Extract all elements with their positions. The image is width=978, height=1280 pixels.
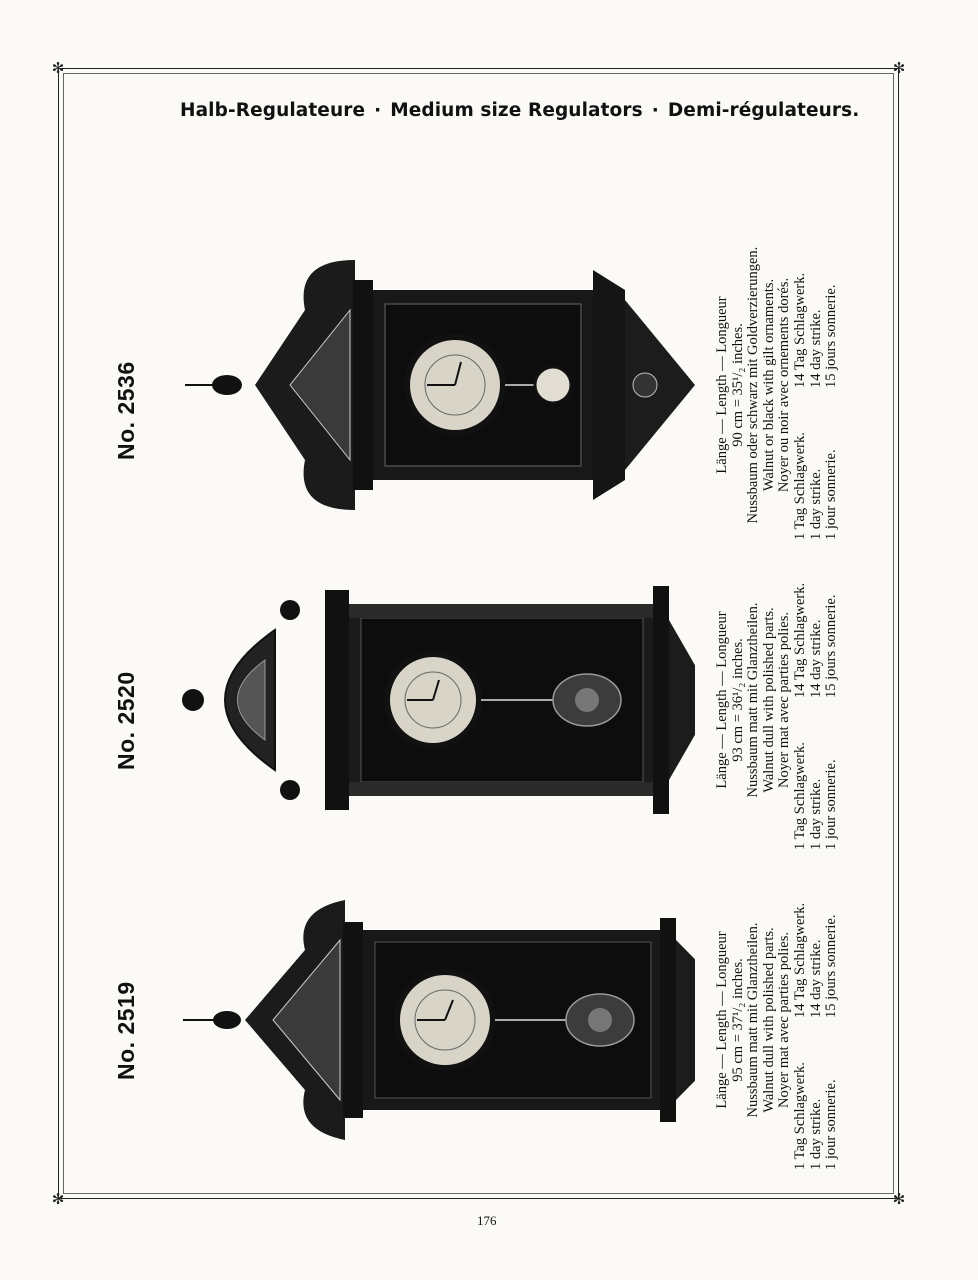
strike-table xyxy=(793,583,840,850)
rotated-catalogue-content xyxy=(95,180,855,1180)
strike-cell: 1 day strike. xyxy=(807,778,824,850)
clock-description xyxy=(715,230,840,540)
strike-cell: 15 jours sonnerie. xyxy=(823,284,840,388)
strike-cell: 1 day strike. xyxy=(807,1098,824,1170)
strike-cell: 1 Tag Schlagwerk. xyxy=(791,432,808,540)
clock-description xyxy=(715,870,840,1170)
size-label: 95 cm = 37¹/₂ inches. xyxy=(729,958,746,1082)
strike-cell: 1 day strike. xyxy=(807,468,824,540)
strike-cell: 1 jour sonnerie. xyxy=(823,759,840,850)
size-label: 90 cm = 35¹/₂ inches. xyxy=(729,323,746,447)
finish-de: Nussbaum matt mit Glanztheilen. xyxy=(745,602,762,798)
strike-cell: 15 jours sonnerie. xyxy=(823,594,840,698)
model-number: No. 2519 xyxy=(113,981,139,1080)
strike-cell: 1 Tag Schlagwerk. xyxy=(791,1062,808,1170)
finish-fr: Noyer mat avec parties polies. xyxy=(776,932,793,1108)
corner-ornament: ✻ xyxy=(51,59,65,77)
finish-de: Nussbaum oder schwarz mit Goldverzierungen. xyxy=(745,246,762,524)
length-label: Länge — Length — Longueur xyxy=(714,296,730,474)
strike-table xyxy=(793,903,840,1170)
strike-table xyxy=(793,273,840,540)
page-header xyxy=(180,100,860,121)
page-number: 176 xyxy=(477,1213,497,1228)
strike-cell: 14 day strike. xyxy=(807,939,824,1018)
corner-ornament: ✻ xyxy=(51,1190,65,1208)
header-separator: · xyxy=(651,100,659,121)
model-number: No. 2536 xyxy=(113,361,139,460)
header-separator: · xyxy=(374,100,382,121)
strike-cell: 1 jour sonnerie. xyxy=(823,449,840,540)
finish-en: Walnut dull with polished parts. xyxy=(760,927,777,1113)
strike-cell: 14 day strike. xyxy=(807,309,824,388)
length-label: Länge — Length — Longueur xyxy=(714,931,730,1109)
finish-de: Nussbaum matt mit Glanztheilen. xyxy=(745,922,762,1118)
clock-description xyxy=(715,550,840,850)
model-number: No. 2520 xyxy=(113,671,139,770)
strike-cell: 14 Tag Schlagwerk. xyxy=(791,582,808,698)
size-label: 93 cm = 36¹/₂ inches. xyxy=(729,638,746,762)
clock-illustration-2536 xyxy=(155,230,695,540)
finish-fr: Noyer ou noir avec ornements dorés. xyxy=(776,277,793,493)
strike-cell: 14 Tag Schlagwerk. xyxy=(791,272,808,388)
finish-en: Walnut dull with polished parts. xyxy=(760,607,777,793)
header-de: Halb-Regulateure xyxy=(180,100,366,121)
strike-cell: 1 Tag Schlagwerk. xyxy=(791,742,808,850)
finish-fr: Noyer mat avec parties polies. xyxy=(776,612,793,788)
finish-en: Walnut or black with gilt ornaments. xyxy=(760,278,777,492)
clock-illustration-2520 xyxy=(155,550,695,850)
corner-ornament: ✻ xyxy=(892,1190,906,1208)
clock-illustration-2519 xyxy=(155,870,695,1170)
header-en: Medium size Regulators xyxy=(390,100,643,121)
length-label: Länge — Length — Longueur xyxy=(714,611,730,789)
strike-cell: 14 day strike. xyxy=(807,619,824,698)
strike-cell: 15 jours sonnerie. xyxy=(823,914,840,1018)
strike-cell: 14 Tag Schlagwerk. xyxy=(791,902,808,1018)
corner-ornament: ✻ xyxy=(892,59,906,77)
header-fr: Demi-régulateurs. xyxy=(667,100,860,121)
strike-cell: 1 jour sonnerie. xyxy=(823,1079,840,1170)
